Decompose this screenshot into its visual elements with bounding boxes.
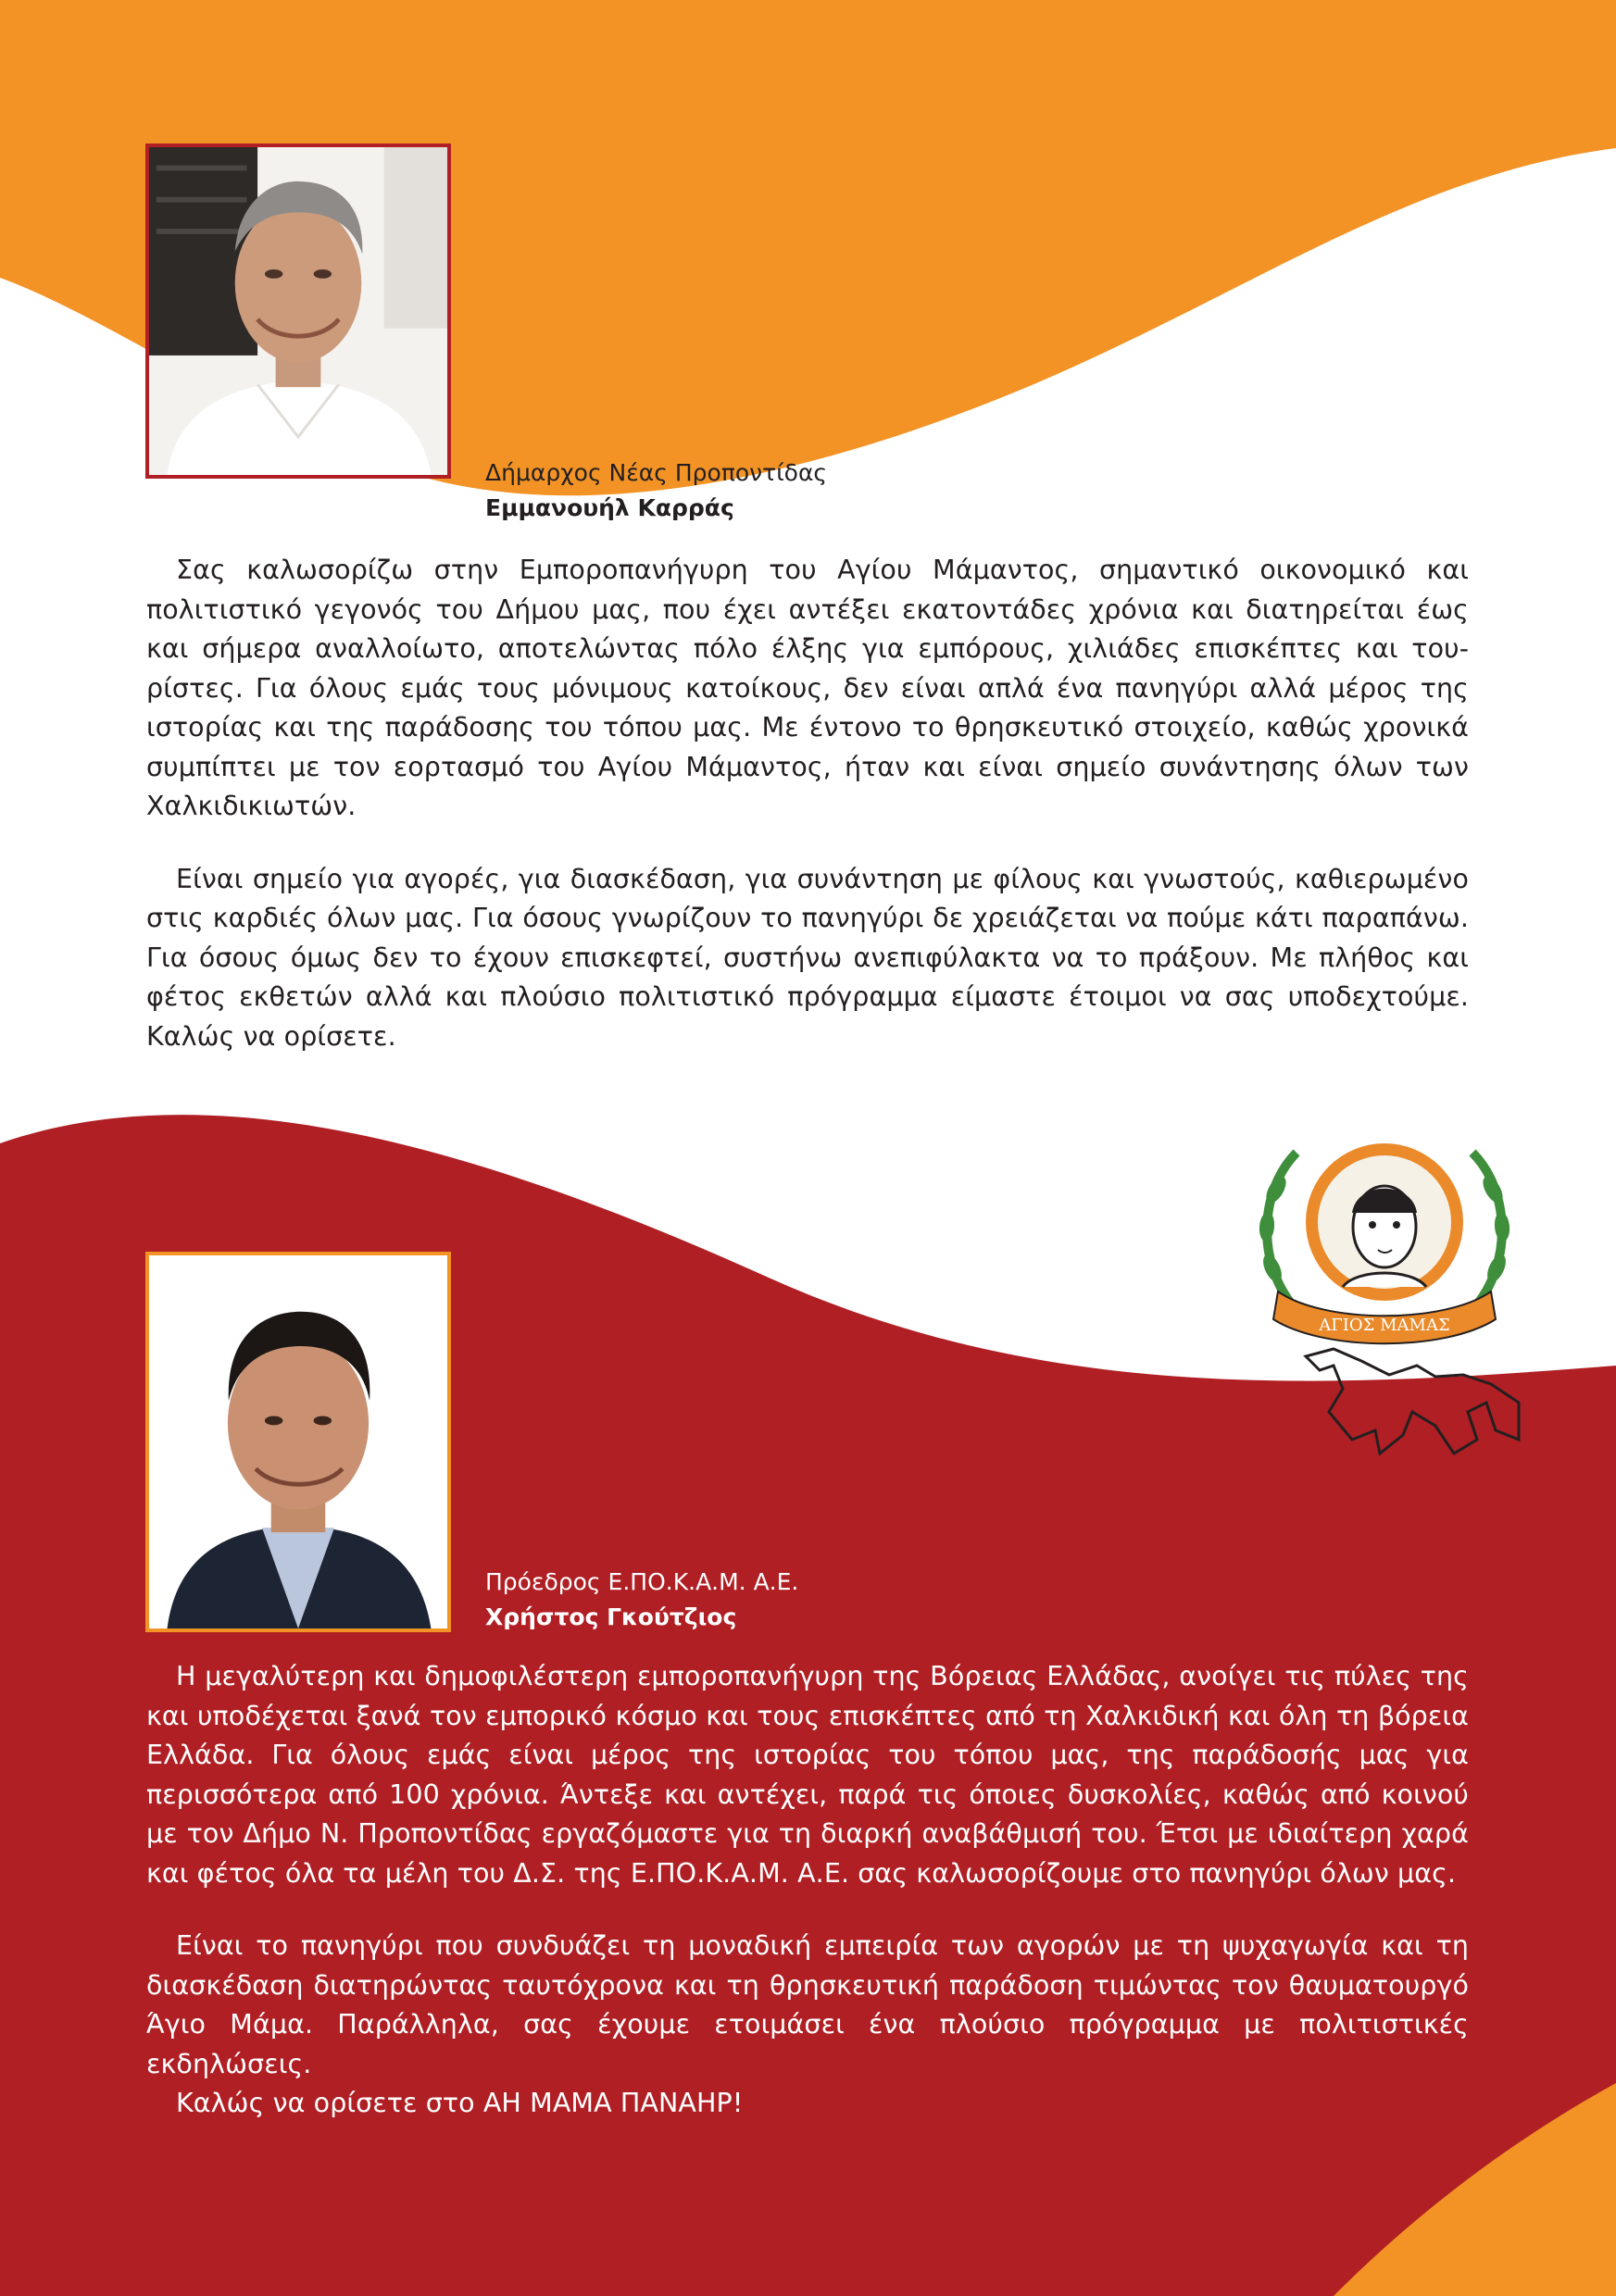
president-paragraph-2: Είναι το πανηγύρι που συνδυάζει τη μοναδική εμπειρία των αγορών με τη ψυχαγωγία και τη διασκέδαση διατηρώντας ταυτόχρονα και τη θρησκευτική παράδοση τιμώντας τον θαυματουργό Άγιο Μάμα. Παράλληλα, σας έχουμε ετοιμάσει ένα πλούσιο πρόγραμμα με πολιτιστικές εκδηλώσεις. bbox=[146, 1930, 1469, 2079]
mayor-caption bbox=[485, 455, 827, 526]
mayor-message bbox=[146, 551, 1469, 1090]
president-message bbox=[146, 1657, 1469, 2157]
president-name: Χρήστος Γκούτζιος bbox=[485, 1603, 737, 1630]
saint-mamas-emblem-icon bbox=[1241, 1134, 1528, 1486]
mayor-paragraph-1: Σας καλωσορίζω στην Εμποροπανήγυρη του Αγίου Μάμαντος, σημαντικό οικονομικό και πολιτιστικό γεγονός του Δήμου μας, που έχει αντέξει εκατοντάδες χρόνια και διατηρείται έως και σήμερα αναλλοίωτο, αποτελώντας πόλο έλξης για εμπόρους, χιλιάδες επισκέπτες και τουρίστες. Για όλους εμάς τους μόνιμους κατοίκους, δεν είναι απλά ένα πανηγύρι αλλά μέρος της ιστορίας και της παράδοσης του τόπου μας. Με έντονο το θρησκευτικό στοιχείο, καθώς χρονικά συμπίπτει με τον εορτασμό του Αγίου Μάμαντος, ήταν και είναι σημείο συνάντησης όλων των Χαλκιδικιωτών. bbox=[146, 555, 1469, 821]
president-role: Πρόεδρος Ε.ΠΟ.Κ.Α.Μ. Α.Ε. bbox=[485, 1568, 799, 1595]
emblem-banner-text: ΑΓΙΟΣ ΜΑΜΑΣ bbox=[1319, 1316, 1450, 1335]
president-caption bbox=[485, 1565, 798, 1635]
president-paragraph-1: Η μεγαλύτερη και δημοφιλέστερη εμποροπανήγυρη της Βόρειας Ελλάδας, ανοίγει τις πύλες της και υποδέχεται ξανά τον εμπορικό κόσμο και τους επισκέπτες από τη Χαλκιδική και όλη τη βόρεια Ελλάδα. Για όλους εμάς είναι μέρος της ιστορίας του τόπου μας, της παράδοσής μας για περισσότερα από 100 χρόνια. Άντεξε και αντέχει, παρά τις όποιες δυσκολίες, καθώς από κοινού με τον Δήμο Ν. Προποντίδας εργαζόμαστε για τη διαρκή αναβάθμισή του. Έτσι με ιδιαίτερη χαρά και φέτος όλα τα μέλη του Δ.Σ. της Ε.ΠΟ.Κ.Α.Μ. Α.Ε. σας καλωσορίζουμε στο πανηγύρι όλων μας. bbox=[146, 1661, 1469, 1889]
mayor-role: Δήμαρχος Νέας Προποντίδας bbox=[485, 459, 828, 486]
mayor-photo bbox=[145, 144, 451, 479]
president-paragraph-3: Καλώς να ορίσετε στο ΑΗ ΜΑΜΑ ΠΑΝΑΗΡ! bbox=[176, 2088, 744, 2118]
mayor-paragraph-2: Είναι σημείο για αγορές, για διασκέδαση, για συνάντηση με φίλους και γνωστούς, καθιερωμένο στις καρδιές όλων μας. Για όσους γνωρίζουν το πανηγύρι δε χρειάζεται να πούμε κάτι παραπάνω. Για όσους όμως δεν το έχουν επισκεφτεί, συστήνω ανεπιφύλακτα να το πράξουν. Με πλήθος και φέτος εκθετών αλλά και πλούσιο πολιτιστικό πρόγραμμα είμαστε έτοιμοι να σας υποδεχτούμε. Καλώς να ορίσετε. bbox=[146, 863, 1469, 1052]
mayor-name: Εμμανουήλ Καρράς bbox=[485, 494, 734, 521]
president-photo bbox=[145, 1252, 451, 1632]
